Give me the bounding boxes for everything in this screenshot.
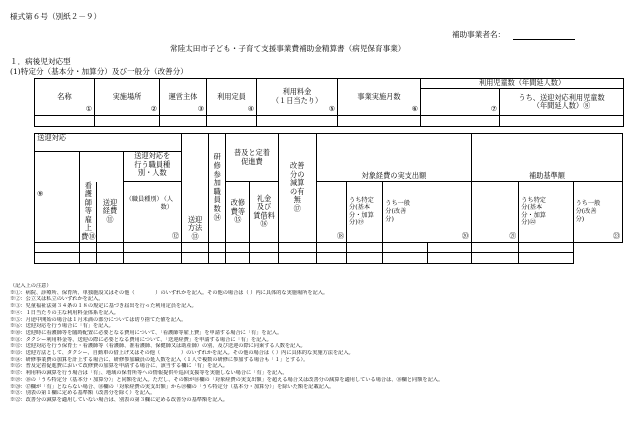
cell-children-total[interactable] — [421, 116, 500, 127]
data-cell[interactable] — [278, 252, 316, 263]
note-line: ※④：１日当たりの主な利用料金体系を記入。 — [10, 309, 119, 316]
data-cell[interactable] — [80, 242, 97, 252]
data-cell[interactable] — [383, 252, 427, 263]
header-expense-total: ⑱ — [316, 182, 346, 243]
data-cell[interactable] — [250, 252, 278, 263]
header-subsidy-general: うち一般 分(改善 分) ㉓ — [573, 182, 622, 243]
data-cell[interactable] — [80, 252, 97, 263]
header-actual-expense: 対象経費の実支出額 — [316, 134, 471, 182]
data-cell[interactable] — [181, 242, 208, 252]
cell-location[interactable] — [95, 116, 160, 127]
cell-fee[interactable] — [257, 116, 338, 127]
note-line: ※⑬：送迎方法として、タクシー、自動車の借上げ又はその他（ ）のいずれかを記入。その他の場合は（ ）内に具体的な実施方法を記入。 — [10, 350, 354, 357]
data-cell[interactable] — [35, 242, 80, 252]
note-line: ※⑩：送迎時に看護師等を臨時配置に必要となる費用について、「看護師等雇上費」を申請する場合に「有」を記入。 — [10, 329, 283, 336]
data-cell[interactable] — [383, 242, 427, 252]
header-children-count: 利用児童数（年間延人数） — [421, 79, 624, 89]
header-name: 名称 ① — [35, 79, 95, 116]
section-subheading: (1)特定分（基本分・加算分）及び一般分（改善分） — [10, 67, 188, 76]
header-subsidy-total: ㉑ — [471, 182, 518, 243]
notes — [10, 283, 622, 404]
header-expense-specific: うち特定 分(基本 分・加算 分)⑲ — [347, 182, 383, 243]
header-expense-general: うち一般 分(改善 分) ⑳ — [383, 182, 472, 243]
header-renovation-cost: 改修 費等 ⑮ — [226, 182, 250, 243]
applicant-label: 補助事業者名： — [452, 30, 506, 39]
header-staff-type: 送迎対応を 行う職員種 別・人数 — [123, 152, 181, 182]
detail-table — [34, 133, 623, 264]
cell-operator[interactable] — [160, 116, 207, 127]
header-transport-method: 送迎 方法 ⑬ — [181, 134, 208, 243]
note-line: ※⑰：利用料の減算を行う場合は「有」、地域の保育所等への情報提供や巡回支援等を実施しない場合に「有」を記入。 — [10, 370, 288, 377]
header-staff-detail: （職員種別） （人数） ⑫ — [123, 182, 181, 243]
note-line: ※⑳：⑰欄が「有」とならない場合、⑱欄の「対象経費の実支出額」から⑲欄の「うち特定分（基本分・加算分）」を除いた額を記載記入。 — [10, 383, 335, 390]
note-line: ※㉒：改善分の減算を適用していない場合は、別表の第３欄に定める改善分の基準額を記入。 — [10, 396, 228, 403]
data-cell[interactable] — [519, 242, 573, 252]
note-line: ※⑭：研修事業費の加算を計上する場合に、研修参加職員の延人数を記入（１人で複数の研修に参加する場合も「１」とする）。 — [10, 356, 309, 363]
cell-capacity[interactable] — [207, 116, 257, 127]
cell-name[interactable] — [35, 116, 95, 127]
data-cell[interactable] — [123, 252, 181, 263]
note-line: ※③：児童福祉法第３４条の１８の規定に基づき届出を行った利用定員を記入。 — [10, 303, 197, 310]
data-cell[interactable] — [316, 242, 346, 252]
data-cell[interactable] — [427, 242, 471, 252]
header-fee: 利用料金 （１日当たり） ⑤ — [257, 79, 338, 116]
applicant-name-underline — [513, 39, 575, 40]
header-subsidy-specific: うち特定 分(基本 分・加算 分)㉒ — [519, 182, 573, 243]
header-location: 実施場所 ② — [95, 79, 160, 116]
data-cell[interactable] — [209, 242, 226, 252]
header-months: 事業実施月数 ⑥ — [338, 79, 421, 116]
data-cell[interactable] — [123, 242, 181, 252]
header-transport-children: うち、送迎対応利用児童数 （年間延人数）⑧ — [500, 89, 624, 116]
header-capacity: 利用定員 ④ — [207, 79, 257, 116]
header-training-staff: 研 修 参 加 職 員 数 ⑭ — [209, 134, 226, 243]
summary-table — [34, 78, 624, 127]
data-cell[interactable] — [226, 252, 250, 263]
data-cell[interactable] — [97, 252, 123, 263]
header-blank — [80, 152, 123, 182]
data-cell[interactable] — [250, 242, 278, 252]
cell-months[interactable] — [338, 116, 421, 127]
note-line: ※㉑：別表の第１欄に定める基準額（改善分を除く）を記入。 — [10, 390, 156, 397]
data-cell[interactable] — [35, 252, 80, 263]
note-line: ※⑤：月途中開始の場合は１月未満の部分については切り捨てた値を記入。 — [10, 316, 187, 323]
header-transport-cost: 送迎 経費 ⑪ — [97, 182, 123, 243]
header-key-money-rent: 礼金 及び 賃借料 ⑯ — [250, 182, 278, 243]
data-cell[interactable] — [181, 252, 208, 263]
data-cell[interactable] — [209, 252, 226, 263]
data-cell[interactable] — [427, 252, 471, 263]
note-line: ※⑲：⑱の「うち特定分（基本分・加算分）」と同額を記入。ただし、その額が⑱欄の「対象経費の実支出額」を超える場合又は改善分の減算を適用している場合は、⑱欄と同額を記入。 — [10, 376, 444, 383]
form-number: 様式第６号（別紙２－９） — [10, 12, 102, 21]
section-heading: １．病後児対応型 — [10, 57, 71, 66]
note-line: ※⑮：普及定着促進費において改修費の加算を申請する場合に、該当する欄に「有」を記入。 — [10, 363, 228, 370]
notes-heading: （記入上の注意） — [10, 283, 52, 289]
note-line: ※⑫：送迎対応を行う保育士・看護師等（看護師、准看護師、保健師又は助産師）の別、及び送迎の際に同乗する人数を記入。 — [10, 343, 306, 350]
data-cell[interactable] — [278, 242, 316, 252]
data-cell[interactable] — [316, 252, 346, 263]
page-title: 常陸太田市子ども・子育て支援事業費補助金精算書（病児保育事業） — [170, 44, 406, 53]
data-cell[interactable] — [226, 242, 250, 252]
header-num9: ⑨ — [35, 152, 80, 243]
header-promotion-cost: 普及と定着 促進費 — [226, 134, 278, 182]
note-line: ※⑥：送迎対応を行う場合に「有」を記入。 — [10, 323, 114, 330]
note-line: ※⑪：タクシー利用料金等、送迎の際に必要となる費用について、「送迎経費」を申請する場合に「有」を記入。 — [10, 336, 272, 343]
note-line: ※①：病院、診療所、保育所、単独施設又はその他（ ）のいずれかを記入。その他の場合は（ ）内に具体的な実施場所を記入。 — [10, 289, 329, 296]
data-cell[interactable] — [347, 252, 383, 263]
data-cell[interactable] — [519, 252, 573, 263]
cell-transport-children[interactable] — [500, 116, 624, 127]
header-children-total: ⑦ — [421, 89, 500, 116]
header-transport: 送迎対応 — [35, 134, 182, 152]
header-improvement-deduction: 改善 分の 減算 の有 無 ⑰ — [278, 134, 316, 243]
note-line: ※②：公立又は私立のいずれかを記入。 — [10, 296, 104, 303]
header-operator: 運営主体 ③ — [160, 79, 207, 116]
header-subsidy-standard: 補助基準額 — [471, 134, 622, 182]
header-nurse-cost: 看 護 師 等 雇 上 費⑩ — [81, 180, 96, 242]
data-cell[interactable] — [471, 252, 518, 263]
data-cell[interactable] — [347, 242, 383, 252]
data-cell[interactable] — [471, 242, 518, 252]
data-cell[interactable] — [97, 242, 123, 252]
